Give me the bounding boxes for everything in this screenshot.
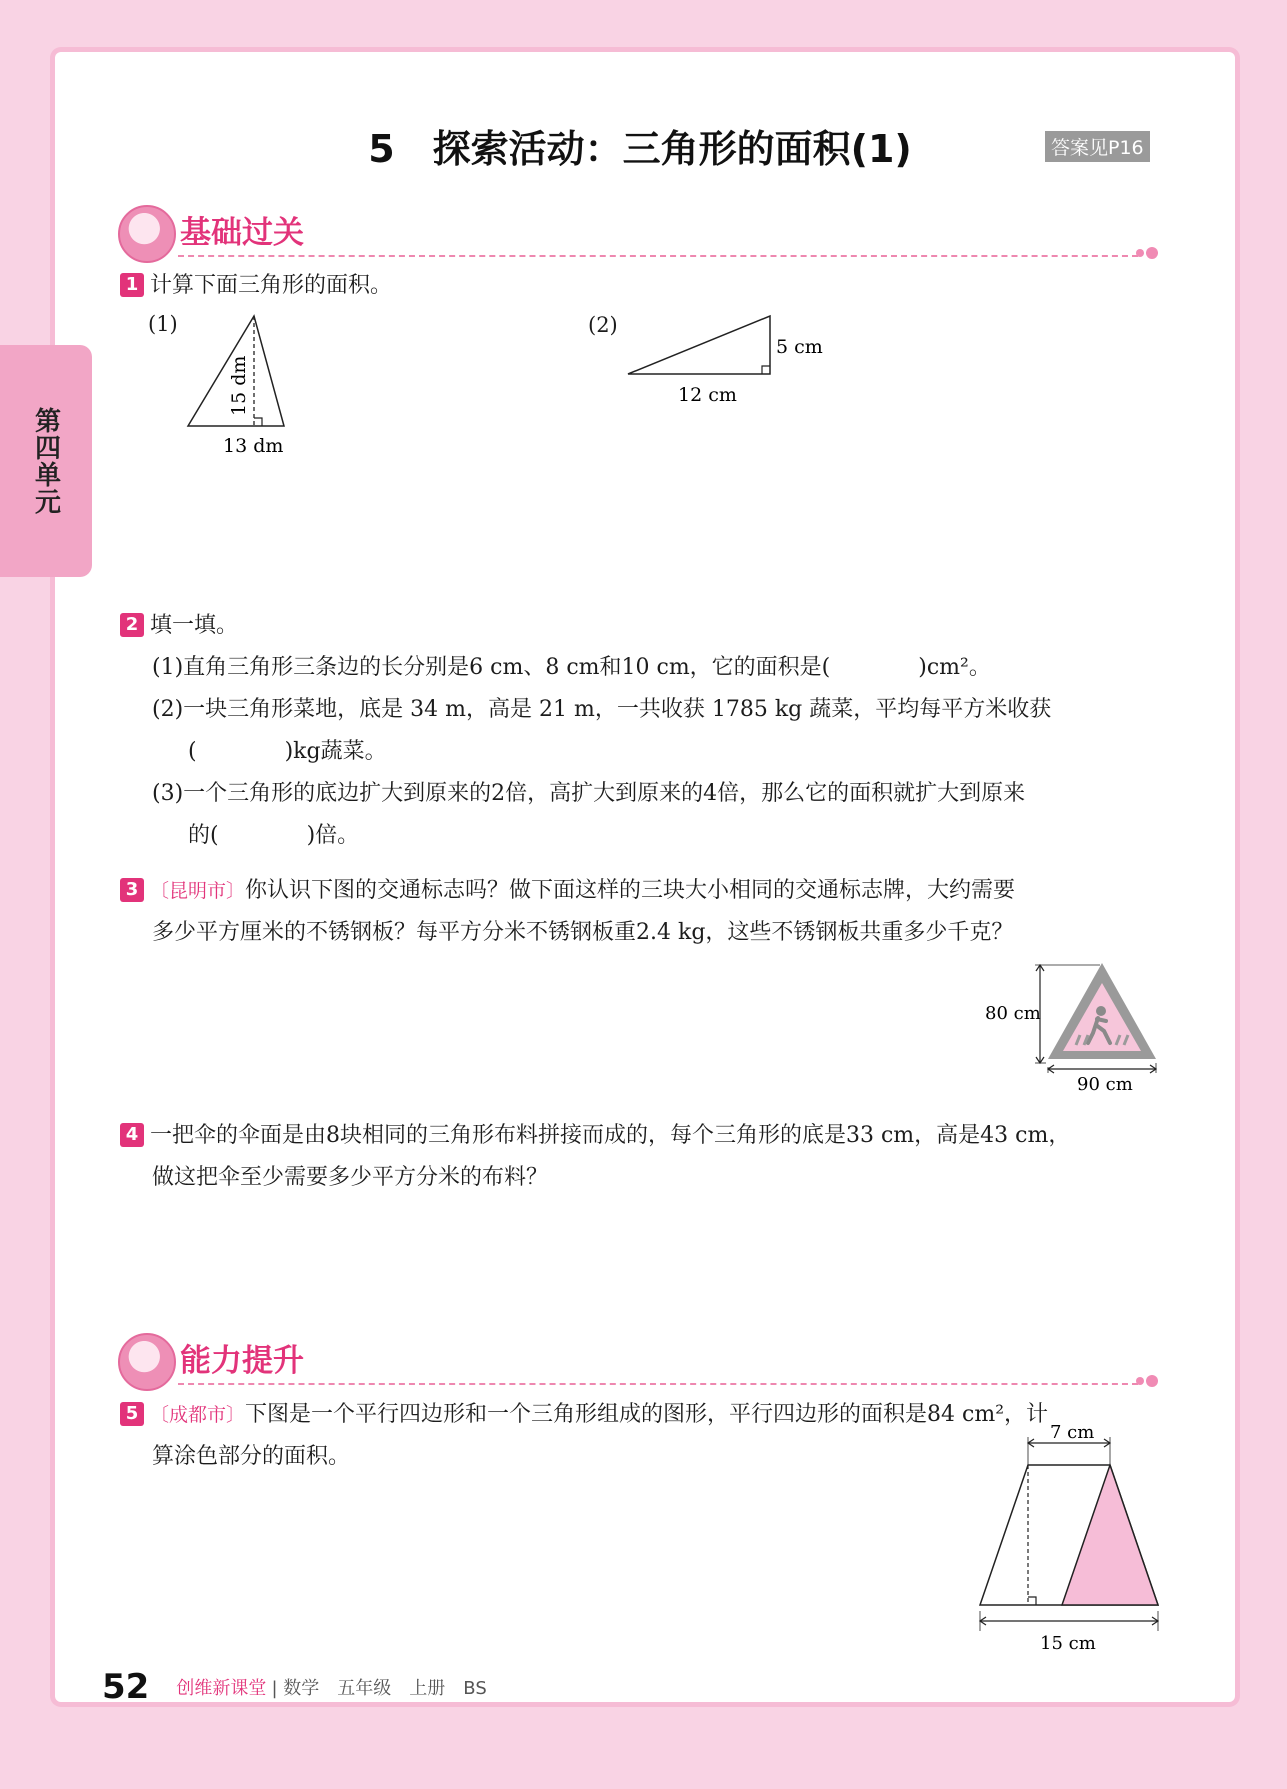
question-text: 填一填。 [150, 613, 239, 638]
parallelogram-triangle-figure [970, 1425, 1170, 1660]
question-text-continued: 做这把伞至少需要多少平方分米的布料？ [152, 1165, 549, 1190]
brand-name: 创维新课堂 [176, 1678, 267, 1699]
section-title: 能力提升 [180, 1343, 304, 1379]
question-text: 一把伞的伞面是由8块相同的三角形布料拼接而成的，每个三角形的底是33 cm，高是43 cm， [150, 1123, 1071, 1148]
unit-tab-label: 第四单元 [30, 407, 61, 515]
section-header-advanced [118, 1333, 1158, 1393]
top-length-label: 7 cm [1050, 1425, 1095, 1443]
base-label: 13 dm [223, 435, 284, 457]
source-tag: 〔昆明市〕 [150, 880, 246, 902]
fill-item: (3)一个三角形的底边扩大到原来的2倍，高扩大到原来的4倍，那么它的面积就扩大到原来 [152, 781, 1026, 806]
unit-tab [0, 345, 92, 577]
answer-reference-badge: 答案见P16 [1045, 131, 1150, 162]
fill-item-continued: ( )kg蔬菜。 [188, 739, 387, 764]
page-footer [102, 1667, 487, 1707]
triangle-figure-2 [620, 310, 830, 410]
triangle-figure-1 [180, 310, 300, 460]
height-label: 15 dm [228, 355, 250, 416]
fill-item: (1)直角三角形三条边的长分别是6 cm、8 cm和10 cm，它的面积是( )cm²。 [152, 655, 991, 680]
page-number: 52 [102, 1667, 150, 1707]
question-number: 1 [120, 273, 144, 297]
base-label: 90 cm [1077, 1074, 1133, 1095]
fill-item: (2)一块三角形菜地，底是 34 m，高是 21 m，一共收获 1785 kg 蔬菜，平均每平方米收获 [152, 697, 1052, 722]
decorative-dots-icon [1136, 1375, 1158, 1389]
cartoon-avatar-icon [118, 205, 176, 263]
question-text: 你认识下图的交通标志吗？做下面这样的三块大小相同的交通标志牌，大约需要 [245, 878, 1016, 903]
fill-item-continued: 的( )倍。 [188, 823, 360, 848]
shaded-triangle [1062, 1465, 1158, 1605]
dashed-divider [178, 1383, 1138, 1385]
question-text: 下图是一个平行四边形和一个三角形组成的图形，平行四边形的面积是84 cm²，计 [245, 1402, 1049, 1427]
q1-sub2-label: (2) [588, 313, 618, 337]
page-title: 5 探索活动：三角形的面积(1) [368, 127, 912, 171]
decorative-dots-icon [1136, 247, 1158, 261]
book-meta: | 数学 五年级 上册 BS [271, 1678, 487, 1699]
bottom-length-label: 15 cm [1040, 1633, 1096, 1654]
question-4 [120, 1115, 1070, 1199]
pedestrian-crossing-sign-icon [1048, 963, 1156, 1059]
question-number: 2 [120, 613, 144, 637]
cartoon-avatar-icon [118, 1333, 176, 1391]
height-label: 5 cm [776, 336, 823, 358]
base-label: 12 cm [678, 384, 737, 406]
question-number: 5 [120, 1402, 144, 1426]
question-number: 3 [120, 878, 144, 902]
dashed-divider [178, 255, 1138, 257]
height-label: 80 cm [985, 1003, 1041, 1024]
question-5 [120, 1394, 1048, 1478]
traffic-sign-figure [980, 955, 1170, 1095]
question-3 [120, 870, 1015, 954]
q1-sub1-label: (1) [148, 312, 178, 336]
section-header-basic [118, 205, 1158, 265]
question-text: 计算下面三角形的面积。 [150, 273, 393, 298]
source-tag: 〔成都市〕 [150, 1404, 246, 1426]
section-title: 基础过关 [180, 215, 304, 251]
question-2 [120, 605, 1051, 857]
question-1 [120, 265, 392, 307]
question-number: 4 [120, 1123, 144, 1147]
question-text-continued: 算涂色部分的面积。 [152, 1444, 351, 1469]
question-text-continued: 多少平方厘米的不锈钢板？每平方分米不锈钢板重2.4 kg，这些不锈钢板共重多少千克？ [152, 920, 1014, 945]
